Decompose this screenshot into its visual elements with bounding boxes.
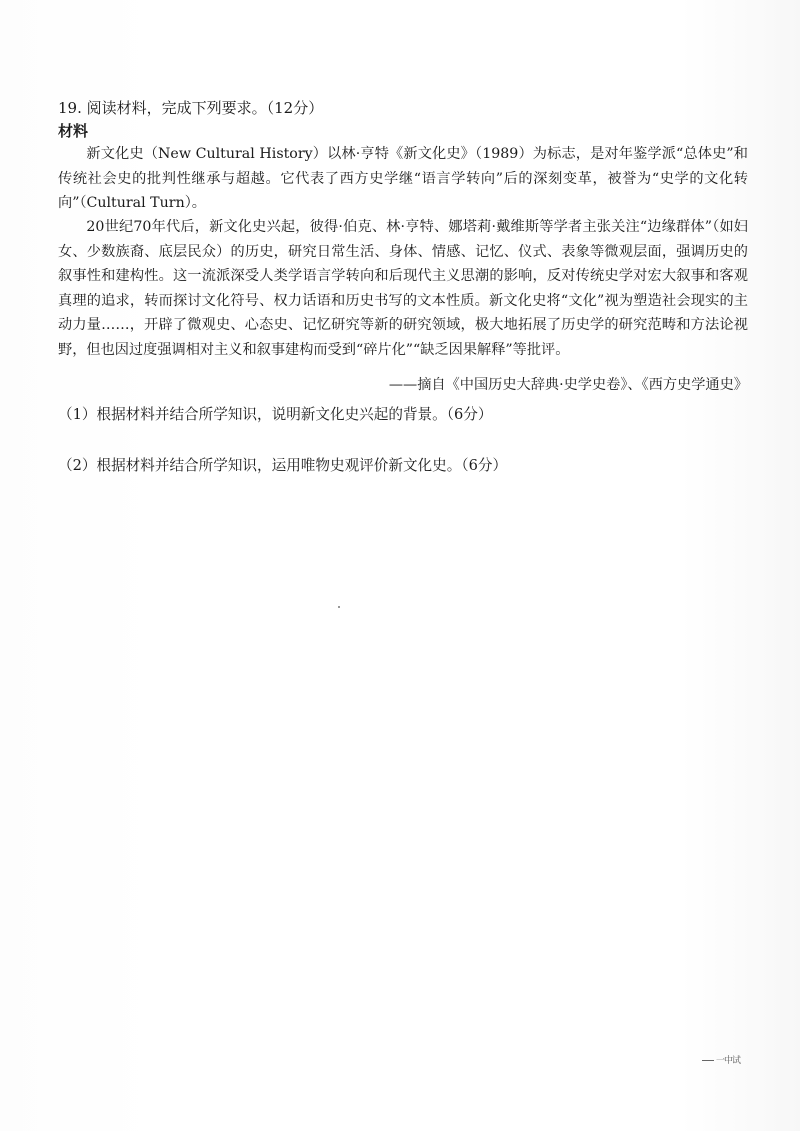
sub-question-2: （2）根据材料并结合所学知识，运用唯物史观评价新文化史。（6分）: [58, 457, 508, 474]
material-paragraph: 20世纪70年代后，新文化史兴起，彼得·伯克、林·亨特、娜塔莉·戴维斯等学者主张关注“边缘群体”（如妇女、少数族裔、底层民众）的历史，研究日常生活、身体、情感、记忆、仪式、表象等微观层面，强调历史的叙事性和建构性。这一流派深受人类学语言学转向和后现代主义思潮的影响，反对传统史学对宏大叙事和客观真理的追求，转而探讨文化符号、权力话语和历史书写的文本性质。新文化史将“文化”视为塑造社会现实的主动力量……，开辟了微观史、心态史、记忆研究等新的研究领域，极大地拓展了历史学的研究范畴和方法论视野，但也因过度强调相对主义和叙事建构而受到“碎片化”“缺乏因果解释”等批评。: [58, 219, 748, 358]
material-source: ——摘自《中国历史大辞典·史学史卷》、《西方史学通史》: [388, 377, 748, 393]
footer-mark: 一中试: [716, 1056, 741, 1066]
material-label: 材料: [58, 122, 89, 140]
footer-dash: [702, 1060, 714, 1061]
material-paragraph: 新文化史（New Cultural History）以林·亨特《新文化史》（1989）为标志，是对年鉴学派“总体史”和传统社会史的批判性继承与超越。它代表了西方史学继“语言学转向”后的深刻变革，被誉为“史学的文化转向”（Cultural Turn）。: [58, 146, 748, 211]
scan-speck: [338, 606, 340, 608]
question-title: 19. 阅读材料，完成下列要求。（12分）: [58, 99, 324, 117]
sub-question-1: （1）根据材料并结合所学知识，说明新文化史兴起的背景。（6分）: [58, 406, 493, 423]
